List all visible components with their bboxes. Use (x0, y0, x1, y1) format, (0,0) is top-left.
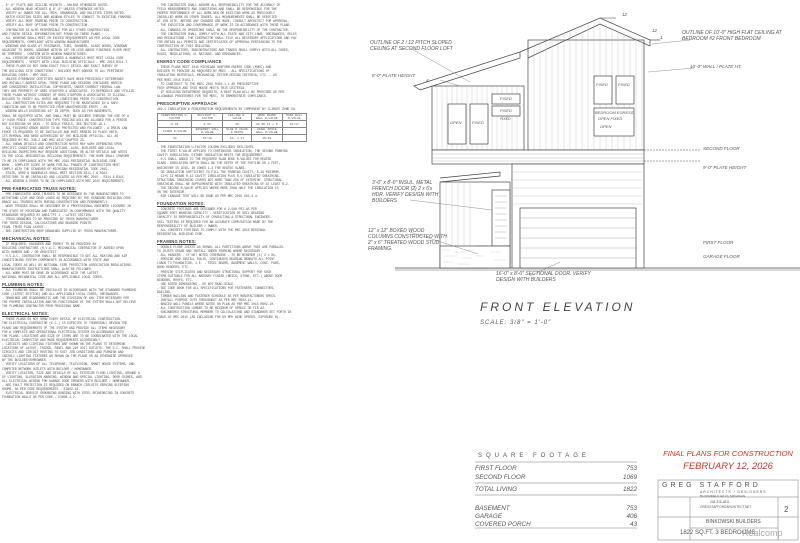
note-line: - ALL FINISHED GRADE WATER TO BE PROTECTED AND FOLLOWED - A DRAIN LAW (2, 125, 128, 130)
note-line: THE STATE OF MICHIGAN AND FABRICATED IN CONFORMANCE WITH THE QUALITY (2, 208, 126, 213)
table-cell: 13/17 (282, 121, 306, 128)
note-line: - VERIFY ALL ROOF OPTIONS PRIOR TO CONSTRUCTION. (2, 23, 90, 28)
second-floor-label: SECOND FLOOR (703, 146, 740, 151)
note-line: MANUFACTURERS INSTRUCTIONS SHALL ALSO BE FOLLOWED. (2, 266, 93, 271)
entry-door-callout: 3'-0" x 8'-0" INSUL. METAL FRENCH DOOR (2) 2 x 6's HDR. VERIFY DESIGN WITH BUILDERS (372, 180, 439, 204)
note-line: - ALL HEADERS - IF NOT NOTED OTHERWISE - TO BE MINIMUM (2) 2 x 8s. (157, 253, 277, 258)
garage-door-callout: 16'-0" x 8'-0" SECTIONAL DOOR. VERIFY DESIGN WITH BUILDERS (496, 271, 591, 283)
note-line: NOT EXCEEDING 90 DAYS - TO BUILD TRAILS, SEE SECTION 18.1. (2, 121, 108, 126)
note-line: TABLE AT MRC 2015 (AS INCLUDING FOR 90 MPH WIND SPEEDS. EXPOSURE B). (157, 314, 281, 319)
note-line: THESE PLANS WITHOUT CONSENT OF GREG STAFFORD & ASSOCIATES IS ILLEGAL. (2, 93, 128, 98)
note-line: TO BE IN COMPLIANCE WITH THE MRC 2015 RESIDENTIAL BUILDING CODE (2, 158, 117, 163)
note-line: RESIDENTIAL BUILDING CODE. (157, 231, 205, 236)
second-plate-label: 9'-0" PLATE HEIGHT (703, 165, 747, 170)
wall-height-label: 10'-0" WALL / PLATE HT. (690, 64, 742, 69)
sheet-number: 2 (784, 505, 789, 514)
note-line: - PROVIDE STIFLICATES AND NECESSARY STRUCTURAL SUPPORT FOR SUCH (157, 269, 272, 274)
note-line: - SEE CONSTRUCTION SHOP DRAWINGS SUPPLIED BY TRUSS MANUFACTURER. (2, 228, 119, 233)
square-footage-value: 1069 (622, 474, 637, 481)
window-label: OPEN FIXED (598, 116, 623, 121)
note-line: - ALL WORK MUST BE DONE IN ACCORDANCE WITH THE LATEST (2, 270, 99, 275)
square-footage-value: 753 (626, 465, 637, 472)
square-footage-value: 753 (626, 505, 637, 512)
note-line: - THE CONTRACTOR SHALL ASSUME ALL RESPONSIBILITY FOR THE ACCURACY OF (157, 3, 281, 7)
note-line: FINAL TRUSS PLAN LAYOUT. (2, 224, 46, 229)
square-footage-row (475, 521, 637, 528)
table-cell: SKYLIGHT U-FACTOR (192, 114, 223, 121)
note-line: - ALL INTERIOR AND EXTERIOR GUARDS & HANDRAILS MUST MEET LOCAL CODE (2, 56, 124, 61)
note-line: - THE FIRST R-VALUE APPLIES TO CONTINUOUS INSULATION, THE SECOND FRAMING (157, 149, 288, 154)
window-label: FIXED (500, 108, 512, 113)
window-label: BEDROOM EGRESS (595, 110, 634, 115)
roof-right-callout: OUTLINE OF 10'-0" HIGH FLAT CEILING AT BEDROOM #2 FRONT BEDROOM (682, 30, 782, 42)
window-label: FIXED (500, 117, 511, 121)
note-line: - THESE PLANS DO NOT SHOW EVERY DETAIL OF ELECTRICAL CONSTRUCTION. (2, 317, 122, 322)
note-line: - PRE-FABRICATED WOOD TRUSSES TO BE DESIGNED BY THE MANUFACTURER TO (2, 192, 124, 197)
elevation-scale: SCALE: 3/8" = 1'-0" (480, 320, 552, 326)
note-line: - ALL PLUMBING SHALL BE INSTALLED IN ACCORDANCE WITH THE STANDARD PLUMBING (2, 287, 137, 292)
note-line: - USE NOTED DIMENSIONS - DO NOT READ SCALE. (157, 281, 235, 286)
square-footage-row (475, 513, 637, 520)
note-line: CONDITIONING SYSTEM COMPONENTS IN ACCORDANCE WITH STATE AND (2, 258, 109, 263)
note-line: - ALL WINDOW HEAD HEIGHTS @ 6'-8" UNLESS OTHERWISE NOTED. (2, 7, 106, 12)
note-line: ITEMS SUITABLE FOR ALL MASONRY FINISH (BRICK, STONE, ETC.) ABOVE DOOR (157, 273, 283, 278)
note-line: - ALL SHOWN DETAILS AND CONSTRUCTION NOTES MAY VARY DEPENDING UPON (2, 142, 122, 147)
note-line: AND MUTUALLY AGREED UPON, THESE PLANS AND DESIGNS CONTAINED HEREIN (2, 80, 122, 85)
table-cell: 49 (223, 121, 252, 128)
square-footage-label: SECOND FLOOR (475, 474, 526, 481)
elevation-title: FRONT ELEVATION (480, 300, 636, 314)
note-line: STANDARDS REQUIRED BY ANSI/TPI 1 - LATEST EDITION. (2, 212, 93, 217)
note-line: DETECTORS TO BE INSTALLED AND LOCATED AS PER MRC 2015 - R314 & R315. (2, 174, 126, 179)
note-line: - VERIFY LOCATIONS OF ALL TELEPHONE, TELEVISION, SMART HOUSE SYSTEMS, AND (2, 362, 135, 367)
note-line: - ALL WINDOW & DOORS TO BE IN COMPLIANCE WITH MRC 2015 REQUIREMENTS. (2, 179, 126, 184)
table-cell: 15/19 (252, 135, 283, 142)
table-cell: 0.32 (158, 121, 192, 128)
table-cell: CRAWL SPACE WALL R-VALUE (252, 128, 283, 135)
note-line: CONSTRUCTION OF THIS BUILDING. (157, 43, 212, 48)
note-line: INSULATING MATERIALS, MECHANICAL SYSTEM DESIGN CRITERIA, ETC. - AS (157, 73, 277, 78)
pitch-label-right: 12 (652, 28, 658, 33)
note-line: THE PLANS. LOCATIONS AND SIZE OF ITEMS ARE TO BE COORDINATED WITH THE LOCAL (2, 333, 138, 338)
note-line: - CONCRETE FOOTINGS ARE DESIGNED FOR A 2,500 PSI AS PER (157, 207, 257, 212)
note-line: - UNLESS OTHERWISE CERTIFIED AGENTS HAVE BEEN PREVIOUSLY DETERMINED (2, 76, 124, 81)
note-line: - VERIFY ALL ROOF FRAMING PRIOR TO CONSTRUCTION. (2, 19, 90, 24)
section-heading: ENERGY CODE COMPLIANCE (157, 59, 222, 65)
note-line: UF LIGHTING, ELEVATION MARKING, WINDOW AND SPECIAL LIGHTING, DOOR CHIMES, AND (2, 374, 142, 379)
square-footage-row (475, 486, 637, 493)
note-line: - WOOD TRUSSES SHALL BE DESIGNED BY A PROFESSIONAL ENGINEER LICENSED IN (2, 204, 131, 209)
window-label: OPEN (600, 124, 612, 129)
square-footage-label: TOTAL LIVING (475, 486, 517, 493)
note-line: - 13+5 CI MEANS R-13 CAVITY INSULATION PLUS R-5 INSULATED SHEATHING. (157, 173, 281, 178)
note-line: TO JOISTS SPANS AND INSTALL UNDER FRAMING WHERE NECESSARY. (157, 249, 263, 254)
pitch-label-left: 4 (426, 78, 429, 83)
note-line: LOCAL CODES AS WELL AS NATIONAL FIRE PROTECTION ASSOCIATION REGULATIONS. (2, 262, 133, 267)
note-line: IN THE LOCAL RESIDENTIAL BUILDING REQUIREMENTS. THE HOME SHALL CONFORM (2, 154, 129, 159)
note-line: WHICHEVER IS LESS, IN ZONES 1-3 FOR HEATED SLABS. (157, 165, 246, 170)
note-line: REQUIREMENTS, COMPLIANT WITH WINDOW MANUFACTURER. (2, 39, 91, 44)
note-line: - VERIFY LOCATION, SIZE AND DETAILS OF ALL EXTERIOR FLOOD LIGHTING, GROUND & (2, 370, 140, 375)
section-heading: ELECTRICAL NOTES: (2, 311, 49, 317)
note-line: - H.V.A.C. CONTRACTOR SHALL BE RESPONSIBLE TO GET ALL HEATING AND AIR (2, 254, 128, 259)
note-line: AND REGULATIONS. THE CONTRACTOR SHALL FILE ALL NECESSARY APPLICATIONS AND PAY (157, 35, 297, 40)
note-line: - BRACED WALL PANELS WHERE NOTED ON PLAN AS PER MRC 2015 R602.10. (157, 302, 275, 307)
note-line: - WINDOWS AND GLASS AT STAIRWAYS, TUBS, SHOWERS, GLASS DOORS, WINDOWS (2, 43, 128, 48)
note-line: ALL ELECTRICAL WIRING FOR GARAGE DOOR OPENERS WITH BUILDER / HOMEOWNER. (2, 378, 131, 383)
window-label: FIXED (618, 82, 630, 87)
window-label: FIXED (472, 120, 484, 125)
window-label: FIXED (596, 82, 608, 87)
note-line: - THE SECOND R-VALUE APPLIES WHERE MORE THAN HALF THE INSULATION IS (157, 186, 279, 190)
note-line: PROPER PERFORMANCE OF ALL WORK NEW OR EXISTING WORK AS PREVIOUSLY (157, 11, 275, 16)
table-cell: FENESTRATION U-FACTOR (158, 114, 192, 121)
note-line: - THE EXECUTION AND CONFORMANCE OF WORK IS IN ACCORDANCE WITH THESE PLANS. (157, 23, 292, 28)
table-cell: MASS WALL R-VALUE (282, 114, 306, 121)
note-line: NATIONAL MECHANICAL CODE AND ALL APPLICABLE LOCAL CODES. (2, 274, 104, 279)
note-line: - STAIR, WORD & HANDRAILS SHALL MEET SECTION R311.7 & R312. (2, 170, 109, 175)
note-line: - DRAWINGS ARE DIAGRAMMATIC AND THE DIVISION OF ANY ITEM NECESSARY FOR (2, 296, 129, 301)
note-line: - OR INSULATION SUFFICIENT TO FILL THE FRAMING CAVITY, R-19 MINIMUM. (157, 169, 281, 174)
note-line: - ALL CHANGES OR OMISSIONS SHALL BE THE RESPONSIBILITY OF THE CONTRACTOR. (157, 27, 290, 32)
note-line: PLANS AND REQUIREMENTS OF THE SYSTEM AND PROVIDE ALL ITEMS NECESSARY (2, 325, 126, 330)
note-line: SLABS. INSULATION DEPTH SHALL BE THE DEPTH OF THE FOOTING OR 2 FEET, (157, 161, 281, 166)
note-line: FENCE IS REQUIRED TO BE INSTALLED AND MUST REMAIN IN PLACE UNTIL (2, 129, 119, 134)
firm-subtitle: ARCHITECTS / DESIGNERS (700, 490, 767, 494)
final-plans-line1: FINAL PLANS FOR CONSTRUCTION (663, 449, 793, 458)
pitch-label-rise: 1 (660, 35, 663, 40)
note-line: - INSTALL PURPOSE CUTS THROUGHOUT AS PER MRC R602.11. (157, 298, 254, 303)
note-line: BRACE ALL TRUSSES BOTH DURING CONSTRUCTION AND PERMANENTLY. (2, 200, 109, 205)
note-line: BUILDER TO VERIFY ALL NOTES AND CONDITIONS PRIOR TO CONSTRUCTION. (2, 97, 120, 102)
column-callout: 12" x 12" BOXED WOOD COLUMNS CONSTRUCTED WITH 2" x 6" TREATED WOOD STUD FRAMING. (368, 228, 447, 252)
note-line: ON THE INTERIOR. (157, 190, 187, 195)
note-line: - MATCH EXISTING SIZES AND WINDOW STYLES TO CONNECT TO EXISTING FRAMING (2, 15, 131, 20)
firm-email: GREGSTAFFORDARCHITECT.NET (700, 505, 752, 509)
note-line: - ALL CONCRETE FOOTINGS TO COMPLY WITH THE MRC 2015 REGIONAL (157, 227, 266, 232)
first-floor-label: FIRST FLOOR (703, 240, 734, 245)
note-line: - THESE PLANS DO NOT SHOW EXACT FULLY DETAIL AND EXACT SURVEY OF (2, 64, 119, 69)
firm-city: BLOOMFIELD HILLS, MICHIGAN (700, 494, 746, 498)
note-line: - R-5 SHALL ADDED TO THE REQUIRED SLAB EDGE R-VALUES FOR HEATED (157, 157, 272, 162)
note-line: SQUARE FOOT BEARING CAPACITY - VERIFICATION OF SOIL BEARING (157, 211, 264, 216)
note-line: FOR TRUSS DESIGN, CALCULATIONS AND BEARING POINTS. (2, 220, 93, 225)
note-line: - ARC FAULT PROTECTION IS REQUIRED ON BRANCH CIRCUITS SERVING SLEEPING (2, 382, 129, 387)
square-footage-label: COVERED PORCH (475, 521, 531, 528)
note-line: WITH OWNERS AND / OR ARCHITECT. (2, 250, 59, 255)
note-line: FOR A COMPLETE AND OPERATIONAL ELECTRICAL SYSTEM IN ACCORDANCE WITH (2, 329, 124, 334)
note-line: ALLOWABLE PROCEDURES FOR THE MUEC, TO DEMONSTRATE COMPLIANCE. (157, 93, 268, 98)
table-cell: 15/19 (192, 135, 223, 142)
square-footage-title: SQUARE FOOTAGE (478, 453, 590, 459)
note-line: THE PROPER INSTALLATION AND/OR FUNCTIONING OF THE SYSTEM SHALL NOT RELIEVE (2, 300, 137, 305)
final-plans-date: FEBRUARY 12, 2026 (683, 460, 773, 471)
note-line: AND FINISH DETAIL INFORMATION NOT FOUND ON THESE PLANS. (2, 31, 102, 36)
note-line: CONDITION AND TO BE PROTECTED FROM UNAUTHORIZED ENTRY - AS (2, 105, 108, 110)
square-footage-row (475, 474, 637, 481)
table-cell: 0.55 (192, 121, 223, 128)
watermark: Realcomp (742, 528, 783, 538)
square-footage-value: 43 (629, 521, 637, 528)
note-line: - DOUBLE FLOOR JOISTS AS SHOWN, ALL PARTITIONS ABOVE THAT ARE PARALLEL (157, 244, 284, 249)
builder-name: BINKOWSKI BUILDERS (706, 519, 761, 525)
note-line: LOADS TO FOUNDATION, I.E. - STEEL BEAMS, BASEMENT WALLS, CONC. PADS, (157, 261, 281, 266)
square-footage-label: FIRST FLOOR (475, 465, 517, 472)
square-footage-value: 406 (626, 513, 637, 520)
table-caption: 402.1 INSULATION & FENESTRATION REQUIREMENTS BY COMPONENT BY CLIMATE ZONE 5A (157, 106, 295, 111)
note-line: - ELECTRICAL SERVICE GROUNDING BONDING WITH STEEL REINFORCING IN CONCRETE (2, 391, 135, 396)
section-heading: PRE-FABRICATED TRUSS NOTES: (2, 186, 77, 192)
square-footage-row (475, 465, 637, 472)
note-line: ITS REMOVAL HAS BEEN AUTHORIZED BY THE BUILDING OFFICIAL. ALL AS (2, 134, 119, 138)
note-line: - 8'-0" PLATE AND CEILING HEIGHTS - UNLESS OTHERWISE NOTED. (2, 3, 109, 7)
note-line: INSTALL LIGHTING FIXTURES AS SHOWN ON THE PLANS OR AS OTHERWISE APPROVED (2, 354, 133, 359)
table-cell: CEILING R-VALUE (223, 114, 252, 121)
note-line: - SEE CODE BOOK FOR ALL SPECIFICATIONS FOR FASTENERS, CONNECTORS, (157, 285, 275, 290)
note-line: CAPACITY IS RESPONSIBILITY OF CONSULTING A STRUCTURAL ENGINEER. (157, 215, 272, 220)
note-line: - CONTRACTOR IS ALSO RESPONSIBLE FOR ALL OTHER CONSTRUCTION (2, 27, 109, 32)
note-line: - ALL CONSTRUCTION LUMBER TO BE MINIMUM OF SPRUCE OR FIR #2. (157, 306, 266, 311)
note-line: BOOK - COMPLETE SCOPE OF WORK FOR ALL PHASES OF CONSTRUCTION MUST (2, 162, 120, 167)
table-cell: 30 (158, 135, 192, 142)
table-cell: 10, 2 FT (223, 135, 252, 142)
note-line: - IF BUILDING DEPARTMENT REQUESTS, A HEAT PLAN WILL BE PROVIDED AS PER (157, 89, 284, 94)
note-line: - AIR LEAKAGE TEST WILL BE DONE AS PER MRC 2015 502.4.4. (157, 194, 259, 199)
note-line: - ALL CONSTRUCTION SITES ARE REQUIRED TO BE MAINTAINED IN A SAFE (2, 101, 119, 106)
table-cell: WOOD FRAME WALL R-VALUE (252, 114, 283, 121)
window-label: FIXED (500, 96, 512, 101)
note-line: BUILDING INSPECTORS MAY REQUIRE ADDITIONAL OR ALTER DETAILS AND NOTES (2, 150, 128, 155)
note-line: ARE CONSIDERED INTELLECTUAL COPYRIGHTS, UNDER CURRENT FEDERAL LAW. (2, 84, 122, 89)
section-heading: FRAMING NOTES: (157, 238, 197, 244)
garage-floor-label: GARAGE FLOOR (703, 254, 740, 259)
note-line: CODE (LATEST EDITION) AND ALL APPLICABLE LOCAL CODES, ORDINANCES. (2, 292, 120, 296)
note-line: WINDOWS, ROOFS, ETC. (157, 277, 194, 282)
note-line: SHALL BE EQUIPPED WITH, AND SHALL MUST BE SECURED THROUGH THE USE OF A (2, 113, 129, 118)
square-footage-label: BASEMENT (475, 505, 510, 512)
note-line: REQUIRED BY MCL 338.2 AND MRC 2015 CHAPTER 33. (2, 138, 86, 143)
note-line: - CIRCUITS AND LIGHTING FIXTURES ARE SHOWN ON THE PLANS TO DETERMINE (2, 341, 126, 346)
note-line: - ENGINEERED STRUCTURAL MEMBERS TO CALCULATIONS AND STANDARDS SET FORTH IN (157, 310, 292, 315)
note-line: - WINDOW WELLS EXCEEDING 44" IN DEPTH, SUCH AS FOR BASEMENTS, (2, 109, 113, 114)
note-line: BE TEMPERED - CONFIRM WITH WINDOW MANUFACTURER. (2, 52, 88, 57)
note-line: SHEATHING SHALL BE SUPPLEMENTED WITH INSULATED SHEATHING OF AT LEAST R-2. (157, 181, 290, 186)
note-line: INSTALLED WORK OR OTHER TRADES. ALL MEASUREMENTS SHALL BE VERIFIED (157, 15, 277, 20)
note-line: 4" HIGH FENCE. CONSTRUCTION TYPE FENCING WILL BE ALLOWED FOR A PERIOD (2, 117, 128, 122)
note-line: BUILDER TO PROVIDE AS REQUIRED BY MEEC - ALL SPECIFICATIONS OF (157, 69, 270, 74)
note-line: NAILING. (157, 289, 172, 294)
note-line: - ALL CONTRACTORS, SUBCONTRACTORS AND TRADES SHALL COMPLY WITH ALL CODES, (157, 48, 290, 53)
note-line: WITHSTAND LIVE AND DEAD LOADS AS REQUIRED BY THE STANDARD BUILDING CODE. (2, 196, 133, 201)
table-cell: SLAB R-VALUE & DEPTH (223, 128, 252, 135)
section-heading: PRESCRIPTIVE APPROACH (157, 100, 217, 106)
section-heading: PLUMBING NOTES: (2, 281, 45, 287)
note-line: - THE FENESTRATION U-FACTOR COLUMN EXCLUDES SKYLIGHTS. (157, 145, 255, 150)
firm-name: GREG STAFFORD (662, 482, 761, 489)
table-cell: FLOOR R-VALUE (158, 128, 192, 135)
note-line: ELECTRICAL INSPECTOR AND MADE REQUIREMENTS ACCORDINGLY. (2, 337, 102, 342)
square-footage-label: GARAGE (475, 513, 502, 520)
roof-left-callout: OUTLINE OF 2 / 12 PITCH SLOPED CEILING AT SECOND FLOOR LOFT (370, 40, 453, 52)
note-line: STRUCTURAL SHEATHING COVERS NOT MORE THAN 25% OF EXTERIOR. STRUCTURAL (157, 177, 283, 182)
plate-height-label: 8'-0" PLATE HEIGHT (372, 73, 416, 78)
firm-phone: 248-318-4811 (710, 500, 730, 504)
square-footage-row (475, 505, 637, 512)
note-line: - IF REQUIRED, ENGINEER AND PERMIT TO BE PROVIDED BY (2, 242, 97, 247)
note-line: THEY ARE PROPERTY OF GREG STAFFORD & ASSOCIATES. TO REPRODUCE AND UTILIZE (2, 88, 135, 93)
table-cell: BASEMENT WALL R-VALUE (192, 128, 223, 135)
note-line: FOUNDATION WALLS AS PER CODE - E3608.1.2. (2, 395, 77, 400)
note-line: CAVITY INSULATION; EITHER INSULATION MEETS THE REQUIREMENT. (157, 153, 264, 158)
note-line: ROOMS. AS PER CODE REQUIREMENTS - E3902.16. (2, 386, 80, 391)
note-line: ADJACENT TO DOORS, WINDOWS WITHIN 18" OR LESS ABOVE FINISHED FLOOR MUST (2, 48, 131, 53)
note-line: - VERIFY W/ OWNER FOR ALL TRIM, ORNAMENTAL AND UNLISTED ITEMS NOTED. (2, 11, 126, 16)
note-line: REQUIREMENTS - VERIFY WITH LOCAL BUILDING OFFICIALS - MRC 2015 R311.7 (2, 60, 128, 65)
note-line: THE BUILDING SITE CONDITIONS - BUILDER MUST ADHERE TO ALL PERTINENT (2, 68, 124, 73)
note-line: RESPONSIBILITY OF BUILDER / OWNER. (157, 223, 219, 228)
note-line: SOIL TESTING IS REQUIRED FOR AN ACCURATE COMPUTATION MADE BY THE (157, 219, 274, 224)
note-line: LOCATIONS OF LAYOUT, FRIDGE, PANEL AND 220 VOLT OUTLETS. THE E.C. SHALL PROVIDE (2, 346, 146, 351)
note-line: - ALL WINDOWS SHALL MEET OR EXCEED REQUIREMENTS AS PER LOCAL CODE (2, 35, 120, 40)
pitch-label-12: 12 (622, 12, 628, 17)
note-line: FOR OBTAIN ALL PERMITS AND CERTIFICATES OF APPROVAL PERTAINING TO THE (157, 39, 283, 44)
note-line: - THESE PLANS MEET 2015 MICHIGAN UNIFORM ENERGY CODE (MUEC) AND (157, 65, 272, 70)
note-line: BUILDING CONTRACTORS (H.V.A.C. MECHANICAL CONTRACTOR IF AGREED UPON (2, 246, 124, 251)
note-line: FIELD MEASUREMENTS AND CONDITIONS AND SHALL BE RESPONSIBLE FOR THE (157, 7, 277, 12)
note-line: - TIMBER NAILING AND FASTENER SCHEDULE AS PER MANUFACTURERS SPECS. (157, 294, 277, 299)
note-line: - TRUSS DRAWINGS TO BE PROVIDED BY TRUSS MANUFACTURER (2, 216, 99, 221)
square-footage-value: 1822 (622, 486, 637, 493)
note-line: - PROVIDE AND INSTALL SOLID, CONTINUOUS BEARING BENEATH ALL POINT (157, 257, 275, 262)
note-line: AT JOB SITE. BEFORE ANY CHANGES ARE MADE, CONSULT ARCHITECT FOR APPROVAL. (157, 19, 290, 24)
window-label: OPEN (450, 120, 462, 125)
project-name: 1822 SQ.FT. 3 BEDROOMS (680, 530, 756, 536)
note-line: SPECIFIC CONDITIONS AND APPLICATIONS. ALSO, BUILDERS AND LOCAL (2, 146, 115, 151)
note-line: BUILDING CODES - MRC 2015. (2, 72, 50, 77)
note-line: CIRCUITS AND CIRCUIT ROUTING TO SUIT JOB CONDITIONS AND FURNISH AND (2, 350, 124, 355)
note-line: PATH APPROACH AND THIS HOUSE MEETS THIS CRITERIA. (157, 85, 246, 90)
note-line: COMPLY WITH THE STANDARD OF MICHIGAN RESIDENTIAL CODE 2015. (2, 166, 109, 171)
note-line: THE PLUMBING CONTRACTOR FROM PROVIDING SAME. (2, 304, 82, 309)
table-cell: 20 OR 13 + 5 (252, 121, 283, 128)
note-line: BY THE BUILDER/HOMEOWNER. (2, 358, 48, 363)
note-line: THE ELECTRICAL CONTRACTOR (E.C.) IS EXPECTED TO THOROUGHLY REVIEW THE (2, 321, 128, 326)
note-line: - TO CONSTRUCT TO THE MEEC 2015 R402.1.1 AS PRESCRIPTIVE (157, 81, 259, 86)
note-line: - THE CONTRACTOR SHALL COMPLY WITH ALL STATE AND CITY LAWS, ORDINANCES, RULES (157, 31, 297, 36)
section-heading: MECHANICAL NOTES: (2, 236, 51, 242)
note-line: COMPUTER NETWORK OUTLETS WITH BUILDER / HOMEOWNER. (2, 366, 93, 371)
section-heading: FOUNDATION NOTES: (157, 201, 205, 207)
note-line: RULES, REGULATIONS, UL RATINGS, AND ORDINANCES. (157, 52, 243, 57)
note-line: WOOD HEADERS, ETC. (157, 265, 190, 270)
note-line: PER MUEC 2015 R103.2. (157, 77, 196, 82)
